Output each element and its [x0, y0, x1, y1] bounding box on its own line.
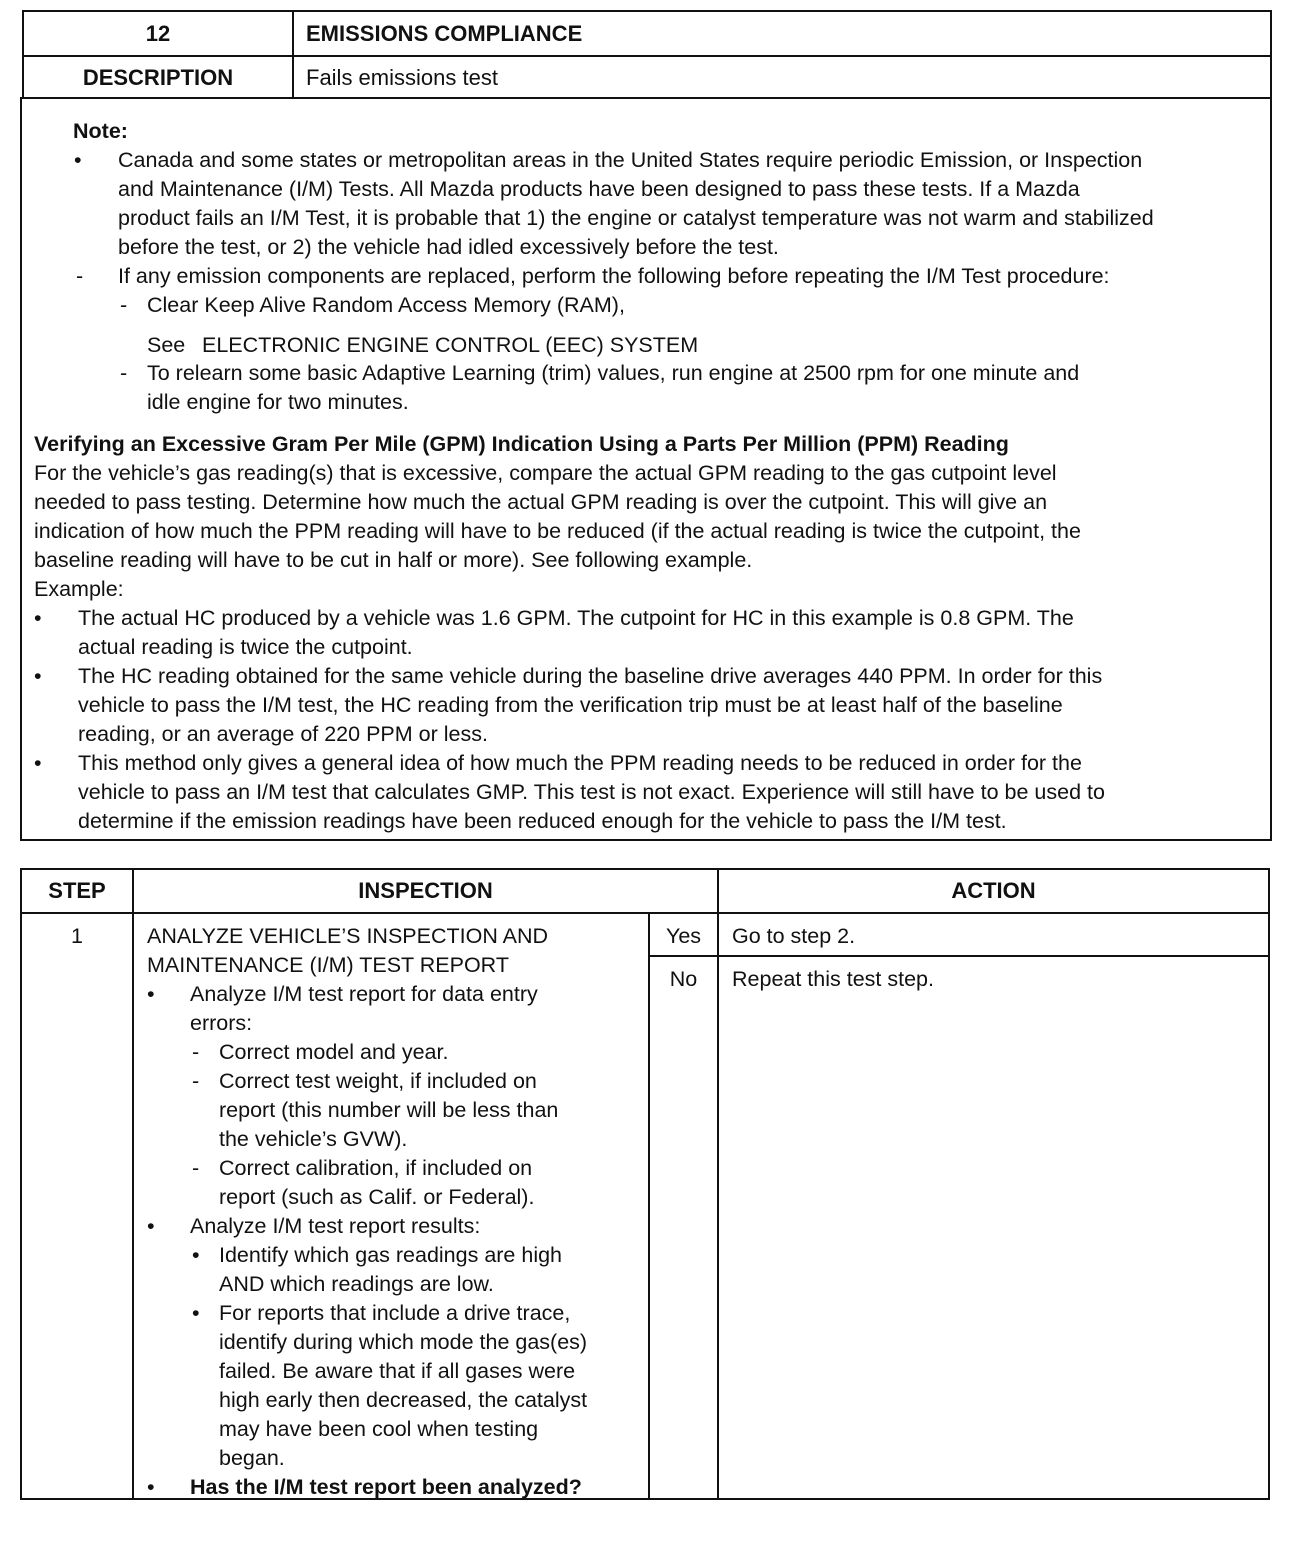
b2-sub2-line4: high early then decreased, the catalyst: [219, 1388, 588, 1412]
section-number: 12: [145, 21, 171, 46]
note-bullet1-line4: before the test, or 2) the vehicle had idled excessively before the test.: [118, 235, 779, 259]
note-sub2-line2: idle engine for two minutes.: [147, 390, 409, 414]
bullet-icon: •: [192, 1301, 200, 1325]
col-divider-step: [132, 870, 134, 1498]
bullet-icon: •: [34, 751, 42, 775]
b2-sub2-line3: failed. Be aware that if all gases were: [219, 1359, 576, 1383]
verify-para-line4: baseline reading will have to be cut in half or more). See following example.: [34, 548, 753, 572]
yes-label: Yes: [665, 924, 702, 948]
bullet-icon: •: [147, 1475, 155, 1499]
bullet-icon: •: [74, 148, 82, 172]
b2-sub2-line2: identify during which mode the gas(es): [219, 1330, 588, 1354]
b2-line: Analyze I/M test report results:: [190, 1214, 481, 1238]
example3-line2: vehicle to pass an I/M test that calculates GMP. This test is not exact. Experience will still have to be used to: [78, 780, 1105, 804]
bullet-icon: •: [34, 664, 42, 688]
b2-sub2-line1: For reports that include a drive trace,: [219, 1301, 571, 1325]
yes-row-divider: [648, 955, 1268, 957]
col-divider-yesno: [648, 912, 650, 1498]
step-title-line1: ANALYZE VEHICLE’S INSPECTION AND: [147, 924, 549, 948]
bullet-icon: •: [147, 982, 155, 1006]
b1-sub2-line3: the vehicle’s GVW).: [219, 1127, 408, 1151]
yes-action: Go to step 2.: [732, 924, 856, 948]
example3-line3: determine if the emission readings have been reduced enough for the vehicle to pass the I/M test.: [78, 809, 1007, 833]
example2-line3: reading, or an average of 220 PPM or less.: [78, 722, 488, 746]
note-label: Note:: [73, 119, 128, 143]
b1-line2: errors:: [190, 1011, 253, 1035]
dash-icon: -: [192, 1040, 200, 1064]
verify-para-line2: needed to pass testing. Determine how much the actual GPM reading is over the cutpoint. This will give an: [34, 490, 1048, 514]
example1-line2: actual reading is twice the cutpoint.: [78, 635, 413, 659]
dash-icon: -: [120, 293, 128, 317]
example-label: Example:: [34, 577, 124, 601]
b1-sub1: Correct model and year.: [219, 1040, 449, 1064]
b1-sub3-line1: Correct calibration, if included on: [219, 1156, 533, 1180]
b1-sub2-line2: report (this number will be less than: [219, 1098, 559, 1122]
no-action: Repeat this test step.: [732, 967, 934, 991]
col-header-action: ACTION: [951, 878, 1036, 903]
bullet-icon: •: [34, 606, 42, 630]
note-bullet2: If any emission components are replaced, perform the following before repeating the I/M Test procedure:: [118, 264, 1110, 288]
b2-sub1-line1: Identify which gas readings are high: [219, 1243, 563, 1267]
step-title-line2: MAINTENANCE (I/M) TEST REPORT: [147, 953, 509, 977]
note-bullet1-line3: product fails an I/M Test, it is probable that 1) the engine or catalyst temperature was not warm and stabilized: [118, 206, 1154, 230]
header-row-divider: [22, 912, 1268, 914]
b1-sub2-line1: Correct test weight, if included on: [219, 1069, 537, 1093]
col-divider-action: [717, 870, 719, 1498]
example2-line2: vehicle to pass the I/M test, the HC reading from the verification trip must be at least half of the baseline: [78, 693, 1063, 717]
step-number: 1: [71, 924, 83, 948]
col-header-inspection: INSPECTION: [358, 878, 493, 903]
header-table: [22, 10, 1272, 99]
dash-icon: -: [192, 1156, 200, 1180]
dash-icon: -: [192, 1069, 200, 1093]
b1-sub3-line2: report (such as Calif. or Federal).: [219, 1185, 535, 1209]
col-header-step: STEP: [48, 878, 106, 903]
dash-icon: -: [120, 361, 128, 385]
step-table: [20, 868, 1270, 1500]
example1-line1: The actual HC produced by a vehicle was 1.6 GPM. The cutpoint for HC in this example is 0.8 GPM. The: [78, 606, 1074, 630]
description-label: DESCRIPTION: [82, 65, 234, 90]
verify-heading: Verifying an Excessive Gram Per Mile (GPM) Indication Using a Parts Per Million (PPM) Reading: [34, 432, 1009, 456]
description-value: Fails emissions test: [306, 65, 498, 90]
note-bullet1-line2: and Maintenance (I/M) Tests. All Mazda products have been designed to pass these tests. If a Mazda: [118, 177, 1080, 201]
verify-para-line3: indication of how much the PPM reading will have to be reduced (if the actual reading is twice the cutpoint, the: [34, 519, 1081, 543]
section-title: EMISSIONS COMPLIANCE: [306, 21, 583, 46]
b2-sub2-line6: began.: [219, 1446, 285, 1470]
b2-sub2-line5: may have been cool when testing: [219, 1417, 539, 1441]
example3-line1: This method only gives a general idea of how much the PPM reading needs to be reduced in order for the: [78, 751, 1082, 775]
dash-icon: -: [76, 264, 84, 288]
note-sub1: Clear Keep Alive Random Access Memory (RAM),: [147, 293, 625, 317]
example2-line1: The HC reading obtained for the same vehicle during the baseline drive averages 440 PPM. In order for this: [78, 664, 1103, 688]
see-reference-link[interactable]: ELECTRONIC ENGINE CONTROL (EEC) SYSTEM: [202, 333, 699, 357]
see-prefix: See: [147, 333, 186, 357]
verify-para-line1: For the vehicle’s gas reading(s) that is excessive, compare the actual GPM reading to the gas cutpoint level: [34, 461, 1057, 485]
b1-line1: Analyze I/M test report for data entry: [190, 982, 538, 1006]
note-bullet1-line1: Canada and some states or metropolitan areas in the United States require periodic Emission, or Inspection: [118, 148, 1143, 172]
note-sub2-line1: To relearn some basic Adaptive Learning (trim) values, run engine at 2500 rpm for one minute and: [147, 361, 1080, 385]
b2-sub1-line2: AND which readings are low.: [219, 1272, 494, 1296]
bullet-icon: •: [192, 1243, 200, 1267]
step-question: Has the I/M test report been analyzed?: [190, 1475, 582, 1499]
no-label: No: [669, 967, 698, 991]
notes-box: [20, 97, 1272, 841]
bullet-icon: •: [147, 1214, 155, 1238]
